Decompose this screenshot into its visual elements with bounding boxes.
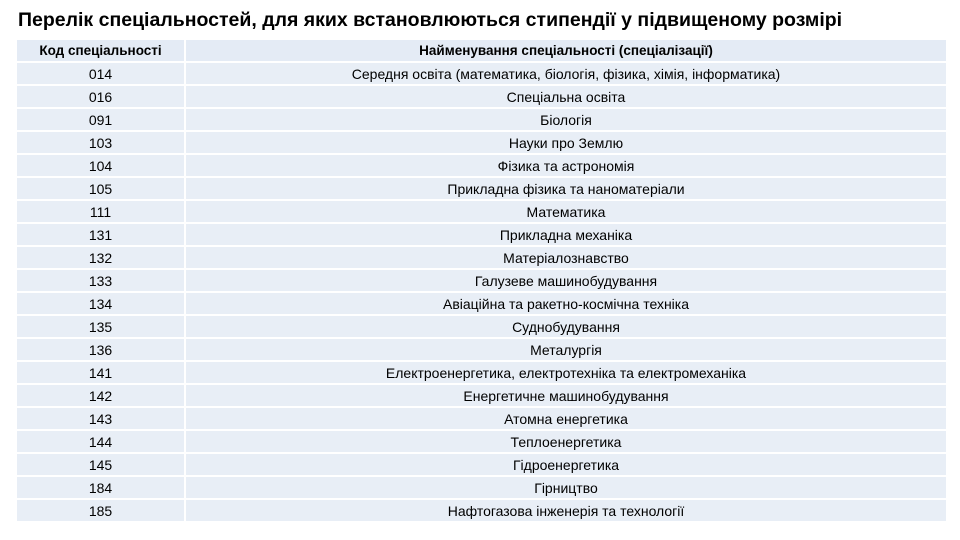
table-row	[17, 85, 946, 108]
specialty-name-cell: Суднобудування	[185, 315, 946, 338]
specialty-name-cell: Галузеве машинобудування	[185, 269, 946, 292]
specialty-name-cell: Біологія	[185, 108, 946, 131]
table-row	[17, 430, 946, 453]
specialty-code-cell: 104	[17, 154, 185, 177]
specialty-name-cell: Металургія	[185, 338, 946, 361]
specialty-code-cell: 133	[17, 269, 185, 292]
specialty-name-cell: Авіаційна та ракетно-космічна техніка	[185, 292, 946, 315]
page-title: Перелік спеціальностей, для яких встановлюються стипендії у підвищеному розмірі	[18, 9, 843, 31]
specialty-code-cell: 185	[17, 499, 185, 522]
table-row	[17, 453, 946, 476]
specialty-code-cell: 145	[17, 453, 185, 476]
specialty-code-cell: 016	[17, 85, 185, 108]
table-row	[17, 62, 946, 85]
specialty-code-cell: 143	[17, 407, 185, 430]
table-row	[17, 292, 946, 315]
specialty-name-cell: Матеріалознавство	[185, 246, 946, 269]
specialty-code-cell: 132	[17, 246, 185, 269]
specialty-code-cell: 103	[17, 131, 185, 154]
specialty-name-cell: Середня освіта (математика, біологія, фізика, хімія, інформатика)	[185, 62, 946, 85]
table-row	[17, 384, 946, 407]
table-row	[17, 131, 946, 154]
table-row	[17, 269, 946, 292]
specialty-code-cell: 135	[17, 315, 185, 338]
specialty-name-cell: Гірництво	[185, 476, 946, 499]
table-row	[17, 177, 946, 200]
specialty-code-cell: 014	[17, 62, 185, 85]
table-row	[17, 338, 946, 361]
specialty-code-cell: 144	[17, 430, 185, 453]
specialty-code-cell: 142	[17, 384, 185, 407]
specialties-table	[17, 40, 946, 523]
specialty-code-cell: 141	[17, 361, 185, 384]
table-row	[17, 200, 946, 223]
specialty-code-cell: 184	[17, 476, 185, 499]
specialty-name-cell: Гідроенергетика	[185, 453, 946, 476]
specialties-table-container	[17, 40, 946, 523]
table-body	[17, 62, 946, 522]
table-row	[17, 476, 946, 499]
table-header-row	[17, 40, 946, 62]
specialty-name-cell: Електроенергетика, електротехніка та електромеханіка	[185, 361, 946, 384]
table-row	[17, 154, 946, 177]
specialty-name-cell: Теплоенергетика	[185, 430, 946, 453]
specialty-name-cell: Фізика та астрономія	[185, 154, 946, 177]
table-row	[17, 315, 946, 338]
table-row	[17, 223, 946, 246]
specialty-name-cell: Прикладна механіка	[185, 223, 946, 246]
specialty-code-cell: 136	[17, 338, 185, 361]
specialty-code-cell: 131	[17, 223, 185, 246]
specialty-code-cell: 091	[17, 108, 185, 131]
table-row	[17, 361, 946, 384]
table-row	[17, 108, 946, 131]
specialty-name-cell: Енергетичне машинобудування	[185, 384, 946, 407]
specialty-code-cell: 105	[17, 177, 185, 200]
specialty-name-cell: Атомна енергетика	[185, 407, 946, 430]
column-header-name: Найменування спеціальності (спеціалізації)	[185, 40, 946, 62]
table-row	[17, 246, 946, 269]
table-row	[17, 407, 946, 430]
specialty-name-cell: Математика	[185, 200, 946, 223]
specialty-name-cell: Прикладна фізика та наноматеріали	[185, 177, 946, 200]
column-header-code: Код спеціальності	[17, 40, 185, 62]
specialty-code-cell: 134	[17, 292, 185, 315]
specialty-code-cell: 111	[17, 200, 185, 223]
specialty-name-cell: Науки про Землю	[185, 131, 946, 154]
specialty-name-cell: Нафтогазова інженерія та технології	[185, 499, 946, 522]
table-row	[17, 499, 946, 522]
specialty-name-cell: Спеціальна освіта	[185, 85, 946, 108]
